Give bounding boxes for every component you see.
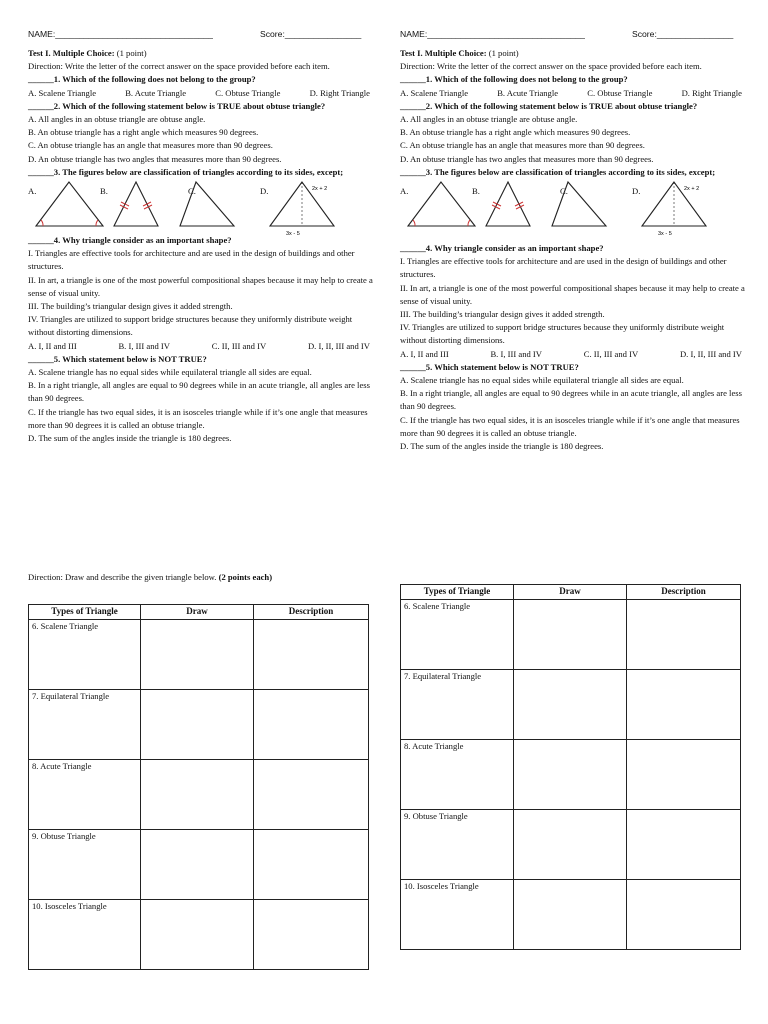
draw-cell[interactable]: [141, 620, 254, 690]
option: A. Scalene Triangle: [28, 87, 97, 98]
figure-label: B.: [472, 186, 480, 197]
question-1-options: [28, 87, 376, 100]
question-1: [28, 73, 376, 86]
option: B. Acute Triangle: [497, 87, 559, 98]
triangle-table: [400, 584, 741, 950]
triangle-type-cell: 8. Acute Triangle: [29, 760, 141, 830]
answer-blank[interactable]: ______: [28, 166, 54, 177]
option: D. An obtuse triangle has two angles that measures more than 90 degrees.: [400, 153, 654, 164]
draw-cell[interactable]: [514, 670, 627, 740]
table-row: [29, 830, 369, 900]
triangle-type-cell: 8. Acute Triangle: [401, 740, 514, 810]
score-field[interactable]: [632, 29, 733, 39]
labeled-triangle-figure: [632, 180, 712, 238]
option: A. Scalene triangle has no equal sides while equilateral triangle all sides are equal.: [400, 375, 684, 386]
statement: III. The building’s triangular design gives it added strength.: [28, 301, 233, 312]
scalene-triangle-figure: [33, 180, 105, 230]
description-cell[interactable]: [627, 670, 741, 740]
question-5: [28, 353, 376, 366]
question-4: [28, 234, 376, 247]
test-points: (1 point): [486, 48, 519, 58]
name-line: _________________________________: [427, 29, 585, 39]
header: [28, 29, 376, 43]
test-points: (1 point): [114, 48, 147, 58]
column-header: Types of Triangle: [29, 605, 141, 620]
triangle-table: [28, 604, 369, 970]
description-cell[interactable]: [254, 620, 369, 690]
draw-cell[interactable]: [514, 600, 627, 670]
option: A. I, II and III: [400, 348, 449, 359]
test-direction: Direction: Write the letter of the correct answer on the space provided before each item.: [28, 61, 330, 72]
option: C. II, III and IV: [211, 340, 267, 351]
scalene-triangle-figure: [405, 180, 477, 230]
description-cell[interactable]: [254, 830, 369, 900]
side-label: 2x + 2: [684, 186, 700, 193]
base-label: 3x - 5: [658, 231, 672, 238]
description-cell[interactable]: [627, 740, 741, 810]
draw-cell[interactable]: [141, 760, 254, 830]
table-header-row: [401, 585, 741, 600]
side-label: 2x + 2: [312, 186, 328, 193]
description-cell[interactable]: [627, 810, 741, 880]
statement: I. Triangles are effective tools for architecture and are used in the design of buildings and other structures.: [400, 256, 727, 280]
statement: I. Triangles are effective tools for architecture and are used in the design of buildings and other structures.: [28, 248, 355, 272]
statement: II. In art, a triangle is one of the most powerful compositional shapes because it may help to create a sense of visual unity.: [28, 274, 373, 298]
table-row: [401, 740, 741, 810]
question-stem: 3. The figures below are classification of triangles according to its sides, except;: [425, 166, 716, 177]
option: A. Scalene triangle has no equal sides while equilateral triangle all sides are equal.: [28, 367, 312, 378]
figure-label: A.: [28, 186, 37, 197]
question-3: [400, 166, 748, 179]
option: D. Right Triangle: [681, 87, 742, 98]
answer-blank[interactable]: ______: [28, 74, 54, 85]
question-2: [28, 100, 376, 113]
triangle-type-cell: 10. Isosceles Triangle: [29, 900, 141, 970]
question-stem: 4. Why triangle consider as an important shape?: [425, 243, 604, 254]
labeled-triangle-figure: [260, 180, 340, 238]
option: B. I, III and IV: [490, 348, 542, 359]
triangle-type-cell: 7. Equilateral Triangle: [401, 670, 514, 740]
answer-blank[interactable]: ______: [28, 353, 54, 364]
question-stem: 1. Which of the following does not belong to the group?: [53, 74, 256, 85]
description-cell[interactable]: [254, 690, 369, 760]
option: B. I, III and IV: [118, 340, 170, 351]
question-4: [400, 242, 748, 255]
name-line: _________________________________: [55, 29, 213, 39]
multiple-choice-section: [28, 47, 376, 445]
option: C. If the triangle has two equal sides, it is an isosceles triangle while if it’s one angle that measures more than 90 degrees it is called an obtuse triangle.: [28, 406, 368, 430]
equilateral-triangle-figure: [178, 180, 238, 230]
draw-cell[interactable]: [141, 830, 254, 900]
answer-blank[interactable]: ______: [400, 100, 426, 111]
option: B. Acute Triangle: [125, 87, 187, 98]
question-1-options: [400, 87, 748, 100]
option: C. An obtuse triangle has an angle that measures more than 90 degrees.: [28, 140, 273, 151]
option: C. Obtuse Triangle: [215, 87, 281, 98]
answer-blank[interactable]: ______: [400, 243, 426, 254]
draw-direction-points: (2 points each): [218, 572, 273, 582]
draw-cell[interactable]: [514, 740, 627, 810]
question-stem: 1. Which of the following does not belong to the group?: [425, 74, 628, 85]
table-row: [401, 880, 741, 950]
question-stem: 3. The figures below are classification of triangles according to its sides, except;: [53, 166, 344, 177]
column-header: Types of Triangle: [401, 585, 514, 600]
question-stem: 2. Which of the following statement below is TRUE about obtuse triangle?: [53, 100, 326, 111]
triangle-type-cell: 10. Isosceles Triangle: [401, 880, 514, 950]
description-cell[interactable]: [254, 760, 369, 830]
score-field[interactable]: [260, 29, 361, 39]
base-label: 3x - 5: [286, 231, 300, 238]
header: [400, 29, 748, 43]
answer-blank[interactable]: ______: [28, 235, 54, 246]
score-line: ________________: [656, 29, 734, 39]
score-label: Score:: [632, 29, 657, 39]
column-header: Description: [254, 605, 369, 620]
statement: IV. Triangles are utilized to support bridge structures because they uniformly distribute weight without distorting dimensions.: [28, 314, 353, 338]
table-row: [29, 690, 369, 760]
option: C. II, III and IV: [583, 348, 639, 359]
isosceles-triangle-figure: [108, 180, 164, 230]
table-row: [29, 620, 369, 690]
draw-cell[interactable]: [141, 900, 254, 970]
table-row: [29, 900, 369, 970]
answer-blank[interactable]: ______: [28, 100, 54, 111]
draw-cell[interactable]: [514, 880, 627, 950]
triangle-type-cell: 9. Obtuse Triangle: [401, 810, 514, 880]
test-title: Test I. Multiple Choice:: [28, 48, 115, 58]
test-direction: Direction: Write the letter of the correct answer on the space provided before each item.: [400, 61, 702, 72]
figure-label: C.: [560, 186, 568, 197]
figure-label: C.: [188, 186, 196, 197]
test-title: Test I. Multiple Choice:: [400, 48, 487, 58]
equilateral-triangle-figure: [550, 180, 610, 230]
answer-blank[interactable]: ______: [400, 361, 426, 372]
figure-label: D.: [632, 186, 641, 197]
question-3: [28, 166, 376, 179]
option: C. If the triangle has two equal sides, it is an isosceles triangle while if it’s one angle that measures more than 90 degrees it is called an obtuse triangle.: [400, 414, 740, 438]
option: A. All angles in an obtuse triangle are obtuse angle.: [28, 114, 206, 125]
question-4-options: [400, 348, 748, 361]
column-header: Description: [627, 585, 741, 600]
name-field[interactable]: [400, 29, 585, 39]
statement: IV. Triangles are utilized to support bridge structures because they uniformly distribute weight without distorting dimensions.: [400, 322, 725, 346]
option: B. In a right triangle, all angles are equal to 90 degrees while in an acute triangle, all angles are less than 90 degrees.: [28, 380, 370, 404]
column-header: Draw: [141, 605, 254, 620]
draw-cell[interactable]: [514, 810, 627, 880]
isosceles-triangle-figure: [480, 180, 536, 230]
score-label: Score:: [260, 29, 285, 39]
question-1: [400, 73, 748, 86]
question-5: [400, 361, 748, 374]
triangle-type-cell: 6. Scalene Triangle: [29, 620, 141, 690]
column-header: Draw: [514, 585, 627, 600]
draw-direction: [28, 572, 272, 582]
option: A. All angles in an obtuse triangle are obtuse angle.: [400, 114, 578, 125]
question-2: [400, 100, 748, 113]
option: D. An obtuse triangle has two angles that measures more than 90 degrees.: [28, 153, 282, 164]
figure-label: D.: [260, 186, 269, 197]
table-row: [401, 670, 741, 740]
option: D. I, II, III and IV: [307, 340, 370, 351]
option: D. The sum of the angles inside the triangle is 180 degrees.: [400, 441, 604, 452]
question-4-options: [28, 340, 376, 353]
answer-blank[interactable]: ______: [400, 74, 426, 85]
question-stem: 5. Which statement below is NOT TRUE?: [425, 361, 579, 372]
option: D. The sum of the angles inside the triangle is 180 degrees.: [28, 433, 232, 444]
name-label: NAME:: [400, 29, 428, 39]
name-field[interactable]: [28, 29, 213, 39]
option: C. Obtuse Triangle: [587, 87, 653, 98]
table-row: [401, 810, 741, 880]
option: C. An obtuse triangle has an angle that measures more than 90 degrees.: [400, 140, 645, 151]
table-row: [401, 600, 741, 670]
triangle-type-cell: 7. Equilateral Triangle: [29, 690, 141, 760]
score-line: ________________: [284, 29, 362, 39]
figure-label: B.: [100, 186, 108, 197]
option: B. An obtuse triangle has a right angle which measures 90 degrees.: [400, 127, 631, 138]
option: B. An obtuse triangle has a right angle which measures 90 degrees.: [28, 127, 259, 138]
option: D. I, II, III and IV: [679, 348, 742, 359]
description-cell[interactable]: [627, 880, 741, 950]
triangle-type-cell: 9. Obtuse Triangle: [29, 830, 141, 900]
statement: II. In art, a triangle is one of the most powerful compositional shapes because it may help to create a sense of visual unity.: [400, 282, 745, 306]
draw-direction-text: Direction: Draw and describe the given triangle below.: [28, 572, 217, 582]
question-3-figures: [28, 180, 376, 238]
table-row: [29, 760, 369, 830]
figure-label: A.: [400, 186, 409, 197]
option: A. Scalene Triangle: [400, 87, 469, 98]
option: A. I, II and III: [28, 340, 77, 351]
option: D. Right Triangle: [309, 87, 370, 98]
option: B. In a right triangle, all angles are equal to 90 degrees while in an acute triangle, all angles are less than 90 degrees.: [400, 388, 742, 412]
name-label: NAME:: [28, 29, 56, 39]
question-stem: 4. Why triangle consider as an important shape?: [53, 235, 232, 246]
question-stem: 2. Which of the following statement below is TRUE about obtuse triangle?: [425, 100, 698, 111]
question-stem: 5. Which statement below is NOT TRUE?: [53, 353, 207, 364]
triangle-type-cell: 6. Scalene Triangle: [401, 600, 514, 670]
question-3-figures: [400, 180, 748, 240]
table-header-row: [29, 605, 369, 620]
draw-cell[interactable]: [141, 690, 254, 760]
statement: III. The building’s triangular design gives it added strength.: [400, 309, 605, 320]
description-cell[interactable]: [627, 600, 741, 670]
description-cell[interactable]: [254, 900, 369, 970]
multiple-choice-section: [400, 47, 748, 453]
answer-blank[interactable]: ______: [400, 166, 426, 177]
